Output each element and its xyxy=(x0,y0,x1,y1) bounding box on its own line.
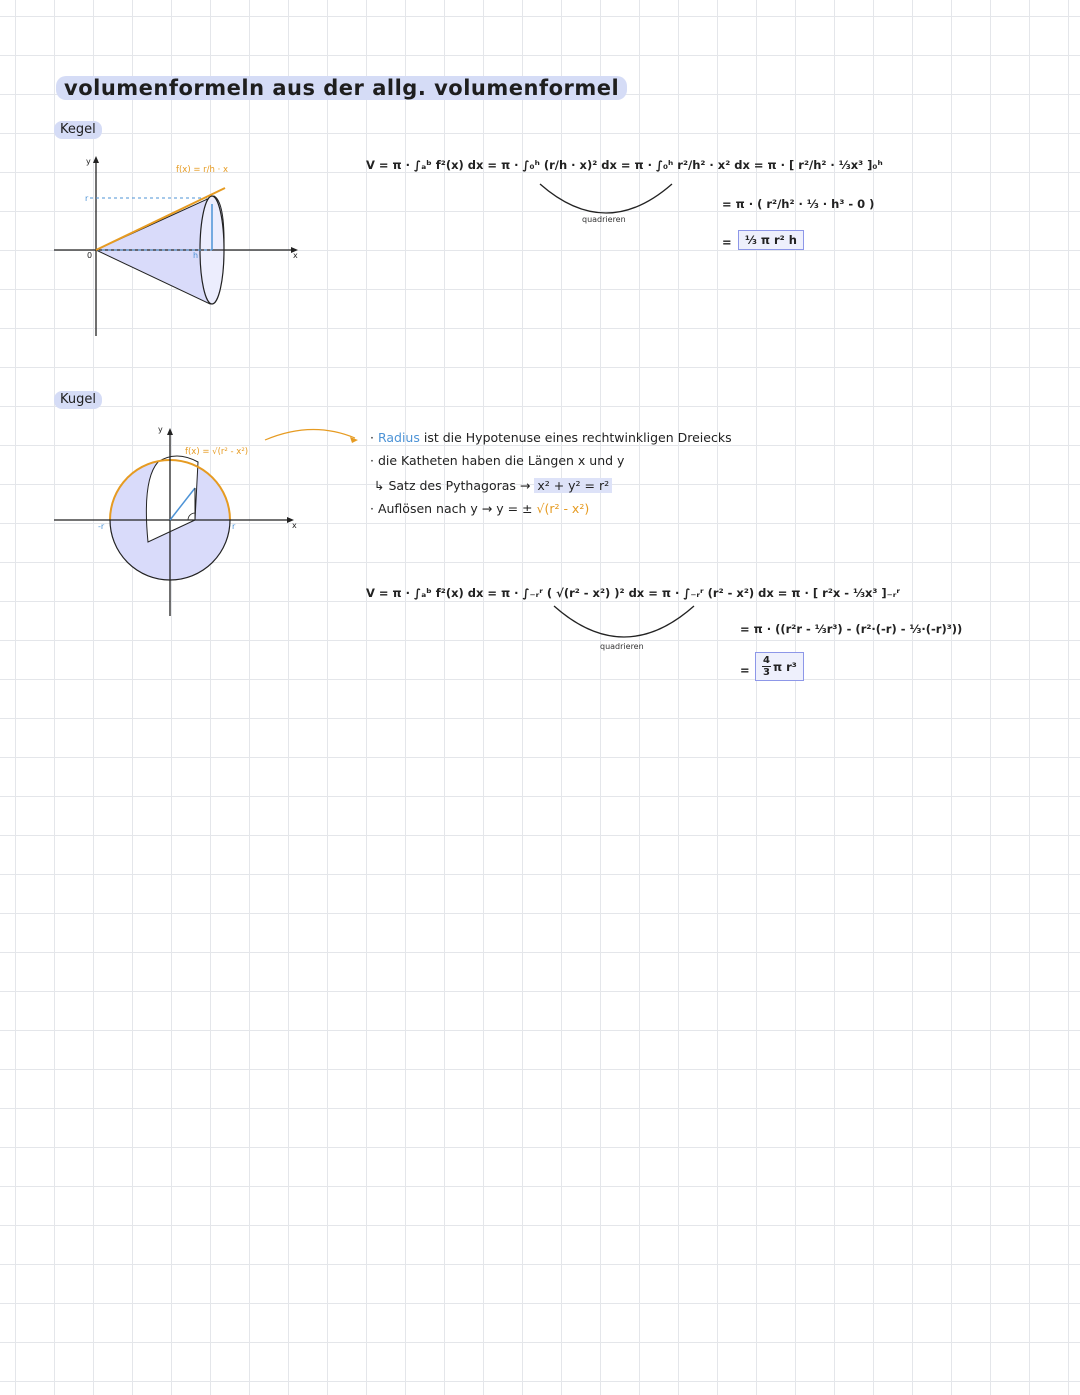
kugel-formula-line2: = π · ((r²r - ⅓r³) - (r²·(-r) - ⅓·(-r)³)) xyxy=(740,622,963,636)
r-label: r xyxy=(85,194,89,203)
section-heading-kugel: Kugel xyxy=(54,391,102,409)
section-heading-kegel: Kegel xyxy=(54,121,102,139)
h-label: h xyxy=(193,251,199,260)
x-axis-label: x xyxy=(293,251,298,260)
kugel-arc xyxy=(552,604,702,644)
neg-r-label: -r xyxy=(98,522,105,531)
pythagoras-formula: x² + y² = r² xyxy=(534,478,612,493)
y-axis-arrow xyxy=(167,428,173,435)
cone-graph xyxy=(50,150,310,345)
connector-curve xyxy=(265,429,355,440)
kegel-arc-label: quadrieren xyxy=(582,215,626,224)
kegel-formula-line1: V = π · ∫ₐᵇ f²(x) dx = π · ∫₀ʰ (r/h · x)² dx = π · ∫₀ʰ r²/h² · x² dx = π · [ r²/h² · ⅓x³ ]₀ʰ xyxy=(366,158,883,172)
y-axis-label: y xyxy=(158,425,163,434)
function-label: f(x) = √(r² - x²) xyxy=(185,447,249,457)
r-label: r xyxy=(232,522,236,531)
kegel-result-equals: = xyxy=(722,235,732,249)
page-title: volumenformeln aus der allg. volumenformel xyxy=(56,76,627,100)
kegel-result-box: ⅓ π r² h xyxy=(738,230,804,250)
bullet-1-text: ist die Hypotenuse eines rechtwinkligen Dreiecks xyxy=(419,430,732,445)
bullet-3-text: ↳ Satz des Pythagoras → xyxy=(374,478,535,493)
bullet-4-eq: y = ± xyxy=(496,501,537,516)
kegel-formula-line2: = π · ( r²/h² · ⅓ · h³ - 0 ) xyxy=(722,197,875,211)
kugel-result-tail: π r³ xyxy=(773,659,797,674)
kegel-arc xyxy=(538,180,678,220)
kugel-result-numerator: 4 xyxy=(763,655,770,666)
kugel-result-box xyxy=(755,652,804,681)
bullet-4-text: Auflösen nach y → xyxy=(377,501,497,516)
bullet-2: · die Katheten haben die Längen x und y xyxy=(370,453,625,468)
kugel-result-equals: = xyxy=(740,663,750,677)
kugel-result-denominator: 3 xyxy=(763,667,770,678)
sphere-graph xyxy=(50,420,310,620)
bullet-3 xyxy=(374,478,612,494)
bullet-1: · Radius ist die Hypotenuse eines rechtwinkligen Dreiecks xyxy=(370,430,732,445)
y-axis-label: y xyxy=(86,157,91,166)
kugel-formula-line1: V = π · ∫ₐᵇ f²(x) dx = π · ∫₋ᵣʳ ( √(r² - x²) )² dx = π · ∫₋ᵣʳ (r² - x²) dx = π · [ r²x - ⅓x³ ]₋ᵣʳ xyxy=(366,586,901,600)
origin-label: 0 xyxy=(87,251,93,260)
bullet-2-text: die Katheten haben die Längen x und y xyxy=(377,453,625,468)
bullet-4-root: √(r² - x²) xyxy=(536,501,590,516)
x-axis-label: x xyxy=(292,521,297,530)
kugel-arc-label: quadrieren xyxy=(600,642,644,651)
y-axis-arrow xyxy=(93,156,99,163)
bullet-4: · Auflösen nach y → y = ± √(r² - x²) xyxy=(370,501,590,516)
bullet-1-highlight: Radius xyxy=(377,430,420,445)
kugel-result-fraction xyxy=(762,655,771,678)
function-label: f(x) = r/h · x xyxy=(176,165,229,175)
